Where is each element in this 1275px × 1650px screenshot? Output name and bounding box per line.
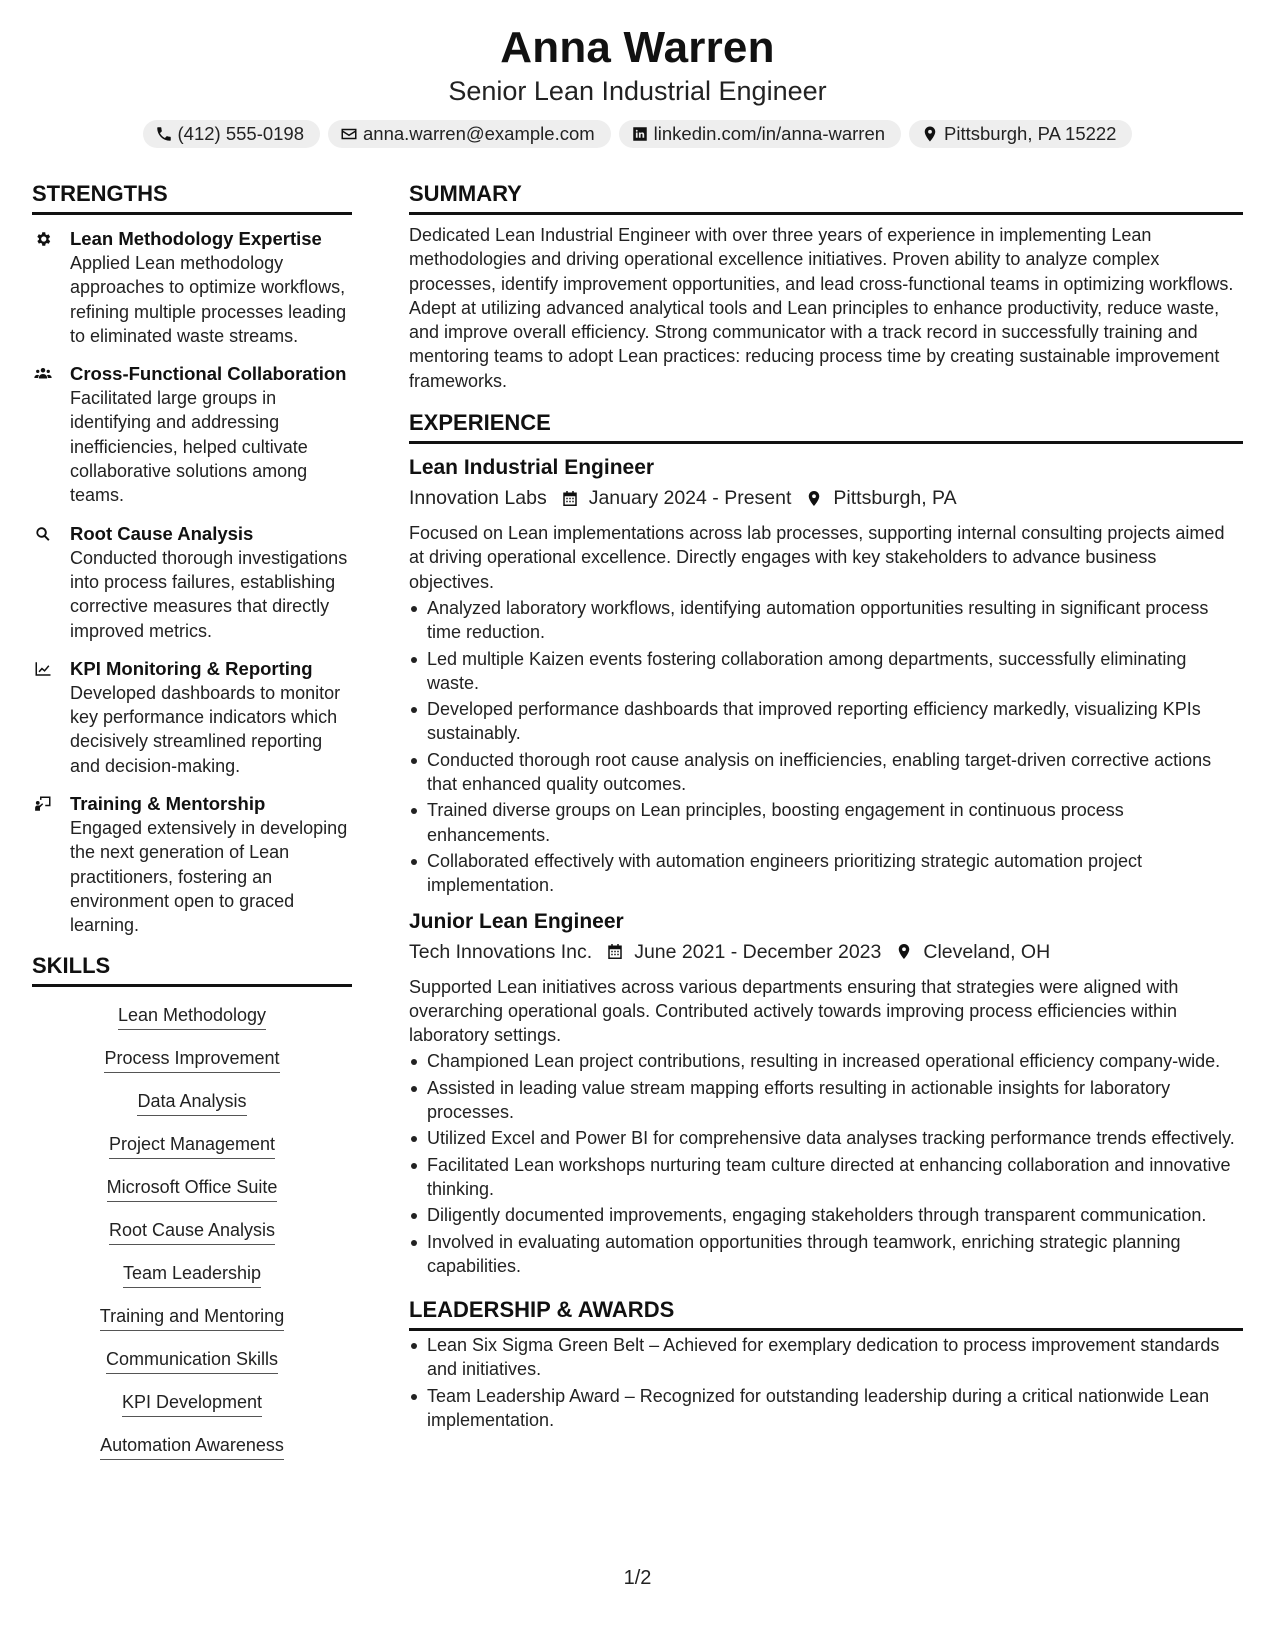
job-description: Supported Lean initiatives across various departments ensuring that strategies were aligned with overarching operational goals. Contributed actively towards improving process efficiencies within laboratory settings. [409,976,1179,1046]
list-item: Led multiple Kaizen events fostering collaboration among departments, successfully eliminating waste. [409,647,1243,696]
strength-item [32,362,352,507]
strength-desc: Developed dashboards to monitor key performance indicators which decisively streamlined reporting and decision-making. [70,682,341,776]
strength-item [32,792,352,937]
contact-phone[interactable] [143,120,321,148]
phone-icon [155,125,173,143]
contact-linkedin-text: linkedin.com/in/anna-warren [653,123,886,144]
list-item: Team Leadership Award – Recognized for outstanding leadership during a critical nationwide Lean implementation. [409,1384,1243,1433]
job-dates: January 2024 - Present [588,487,792,510]
strengths-heading: STRENGTHS [32,180,352,215]
contact-phone-text: (412) 555-0198 [177,123,305,144]
calendar-icon [606,942,624,961]
list-item: Trained diverse groups on Lean principles, boosting engagement in continuous process enhancements. [409,798,1243,847]
page-number: 1/2 [623,1567,652,1589]
list-item: Assisted in leading value stream mapping efforts resulting in actionable insights for laboratory processes. [409,1076,1243,1125]
search-icon [32,525,54,543]
strength-desc: Engaged extensively in developing the next generation of Lean practitioners, fostering an environment open to graced learning. [70,818,348,936]
envelope-icon [340,125,358,143]
experience-heading: EXPERIENCE [409,409,1243,444]
skill-item: Lean Methodology [118,1003,266,1030]
strength-title: Cross-Functional Collaboration [70,363,347,385]
contact-email-text: anna.warren@example.com [363,123,595,144]
skill-item: Data Analysis [137,1089,246,1116]
summary-text: Dedicated Lean Industrial Engineer with over three years of experience in implementing Lean methodologies and driving operational excellence initiatives. Proven ability to analyze complex processes, identify improvement opportunities, and lead cross-functional teams in optimizing workflows. Adept at utilizing advanced analytical tools and Lean principles to enhance productivity, reduce waste, and improve overall efficiency. Strong communicator with a track record in successfully training and mentoring teams to adopt Lean practices: reducing process time by creating sustainable improvement frameworks. [409,225,1234,391]
strength-item [32,657,352,778]
contact-location [909,120,1132,148]
job-dates: June 2021 - December 2023 [634,940,882,963]
gear-icon [32,230,54,248]
calendar-icon [561,489,579,508]
skill-item: Microsoft Office Suite [107,1175,278,1202]
contact-linkedin[interactable] [619,120,901,148]
skill-item: Automation Awareness [100,1433,284,1460]
list-item: Analyzed laboratory workflows, identifying automation opportunities resulting in significant process time reduction. [409,596,1243,645]
strength-title: Root Cause Analysis [70,522,254,544]
job-company: Innovation Labs [409,487,547,510]
leadership-heading: LEADERSHIP & AWARDS [409,1296,1243,1331]
job-title: Lean Industrial Engineer [409,456,655,480]
list-item: Facilitated Lean workshops nurturing team culture directed at enhancing collaboration and innovative thinking. [409,1153,1243,1202]
list-item: Developed performance dashboards that improved reporting efficiency markedly, visualizing KPIs sustainably. [409,697,1243,746]
job-entry [409,908,1243,1279]
list-item: Utilized Excel and Power BI for comprehensive data analyses tracking performance trends effectively. [409,1126,1243,1150]
list-item: Collaborated effectively with automation engineers prioritizing strategic automation project implementation. [409,849,1243,898]
skill-item: Root Cause Analysis [109,1218,275,1245]
summary-heading: SUMMARY [409,180,1243,215]
candidate-title: Senior Lean Industrial Engineer [448,76,827,106]
chalkboard-teacher-icon [32,795,54,813]
strengths-list [32,227,352,938]
strength-item [32,227,352,348]
strength-desc: Conducted thorough investigations into process failures, establishing corrective measures that directly improved metrics. [70,547,348,641]
map-pin-icon [895,942,913,961]
job-location: Cleveland, OH [923,940,1051,963]
job-meta [409,937,1243,967]
job-entry [409,454,1243,897]
strength-title: Training & Mentorship [70,793,266,815]
leadership-list [409,1333,1243,1432]
job-company: Tech Innovations Inc. [409,940,593,963]
skill-item: Communication Skills [106,1347,278,1374]
strength-title: Lean Methodology Expertise [70,228,322,249]
strength-item [32,522,352,643]
strength-title: KPI Monitoring & Reporting [70,657,313,679]
contact-bar [0,120,1275,148]
job-meta [409,483,1243,513]
contact-location-text: Pittsburgh, PA 15222 [944,123,1117,144]
skills-list [32,1003,352,1476]
list-item: Involved in evaluating automation opportunities through teamwork, enriching strategic planning capabilities. [409,1230,1243,1279]
list-item: Lean Six Sigma Green Belt – Achieved for exemplary dedication to process improvement standards and initiatives. [409,1333,1243,1382]
job-location: Pittsburgh, PA [833,487,957,510]
job-title: Junior Lean Engineer [409,909,624,933]
users-icon [32,365,54,383]
chart-line-icon [32,660,54,678]
linkedin-icon [631,125,649,143]
job-bullets [409,1049,1243,1278]
skill-item: Training and Mentoring [100,1304,284,1331]
skill-item: KPI Development [122,1390,262,1417]
job-description: Focused on Lean implementations across lab processes, supporting internal consulting projects aimed at driving operational excellence. Directly engages with key stakeholders to advance business objectives. [409,523,1225,592]
skill-item: Process Improvement [104,1046,279,1073]
left-column [32,180,352,1476]
strength-desc: Applied Lean methodology approaches to optimize workflows, refining multiple processes leading to eliminated waste streams. [70,253,347,346]
right-column [409,180,1243,1434]
contact-email[interactable] [328,120,611,148]
skills-heading: SKILLS [32,952,352,987]
skill-item: Team Leadership [123,1261,261,1288]
job-bullets [409,596,1243,898]
candidate-name: Anna Warren [500,23,775,72]
map-pin-icon [921,125,939,143]
list-item: Conducted thorough root cause analysis on inefficiencies, enabling target-driven corrective actions that enhanced quality outcomes. [409,748,1243,797]
list-item: Championed Lean project contributions, resulting in increased operational efficiency company-wide. [409,1049,1243,1073]
map-pin-icon [805,489,823,508]
strength-desc: Facilitated large groups in identifying and addressing inefficiencies, helped cultivate collaborative solutions among teams. [70,388,308,506]
skill-item: Project Management [109,1132,275,1159]
list-item: Diligently documented improvements, engaging stakeholders through transparent communication. [409,1203,1243,1227]
resume-header [0,22,1275,148]
